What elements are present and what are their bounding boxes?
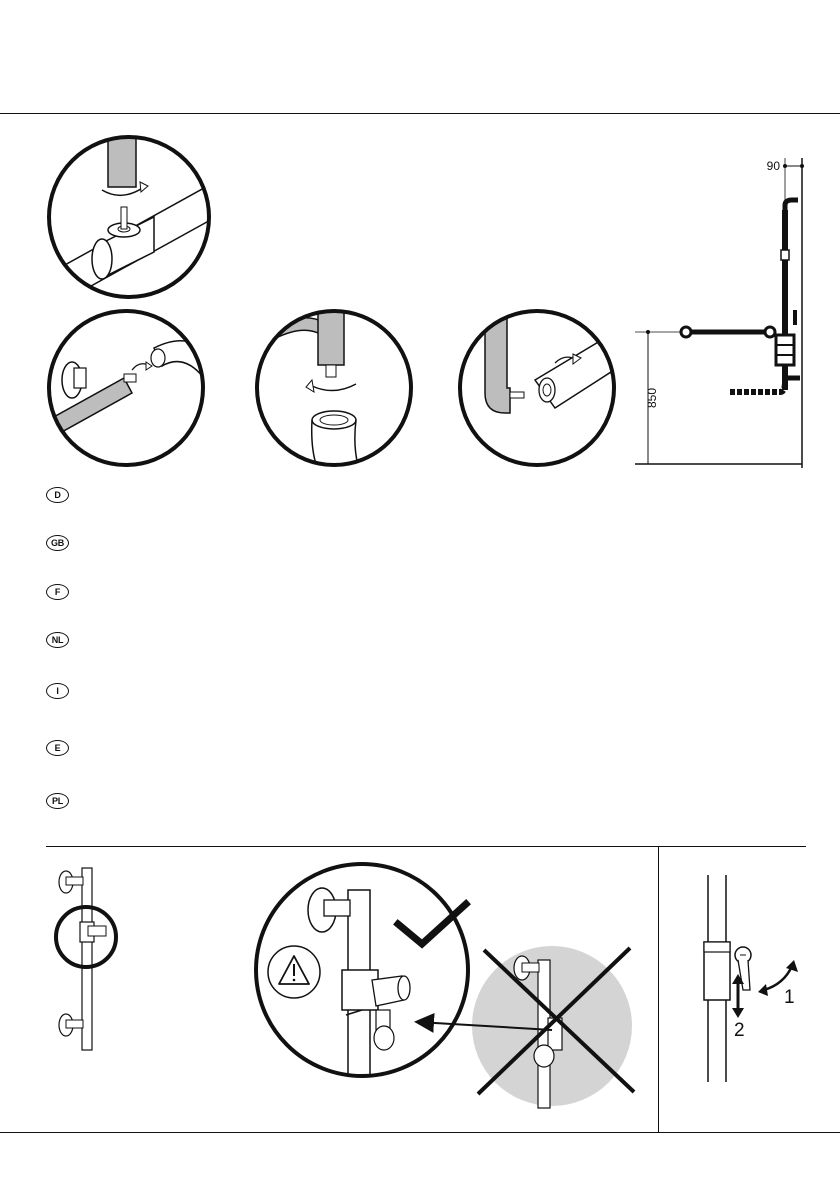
language-badge-i: I bbox=[46, 683, 69, 699]
footer-rule bbox=[0, 1132, 840, 1133]
installation-diagram bbox=[630, 150, 810, 470]
language-badge-pl: PL bbox=[46, 793, 69, 809]
step-one-label: 1 bbox=[784, 987, 795, 1008]
language-badge-e: E bbox=[46, 740, 69, 756]
rail-overview bbox=[48, 860, 138, 1060]
detail-circle-correct-mounting bbox=[252, 860, 652, 1120]
language-badge-nl: NL bbox=[46, 632, 69, 648]
language-badge-d: D bbox=[46, 487, 69, 503]
dimension-height-label: 850 bbox=[645, 387, 659, 408]
language-badge-f: F bbox=[46, 584, 69, 600]
detail-circle-wall-bracket bbox=[44, 308, 209, 468]
slider-adjustment-diagram bbox=[668, 860, 808, 1100]
step-two-label: 2 bbox=[734, 1020, 745, 1041]
section-rule bbox=[46, 846, 806, 847]
detail-circle-rod-insert bbox=[252, 308, 417, 468]
language-badge-gb: GB bbox=[46, 535, 69, 551]
dimension-offset-label: 90 bbox=[766, 159, 780, 173]
header-rule bbox=[0, 113, 840, 114]
warning-icon bbox=[268, 946, 320, 998]
detail-circle-tee-connector bbox=[44, 132, 214, 302]
panel-divider bbox=[658, 846, 659, 1132]
detail-circle-elbow-nut bbox=[455, 308, 620, 468]
